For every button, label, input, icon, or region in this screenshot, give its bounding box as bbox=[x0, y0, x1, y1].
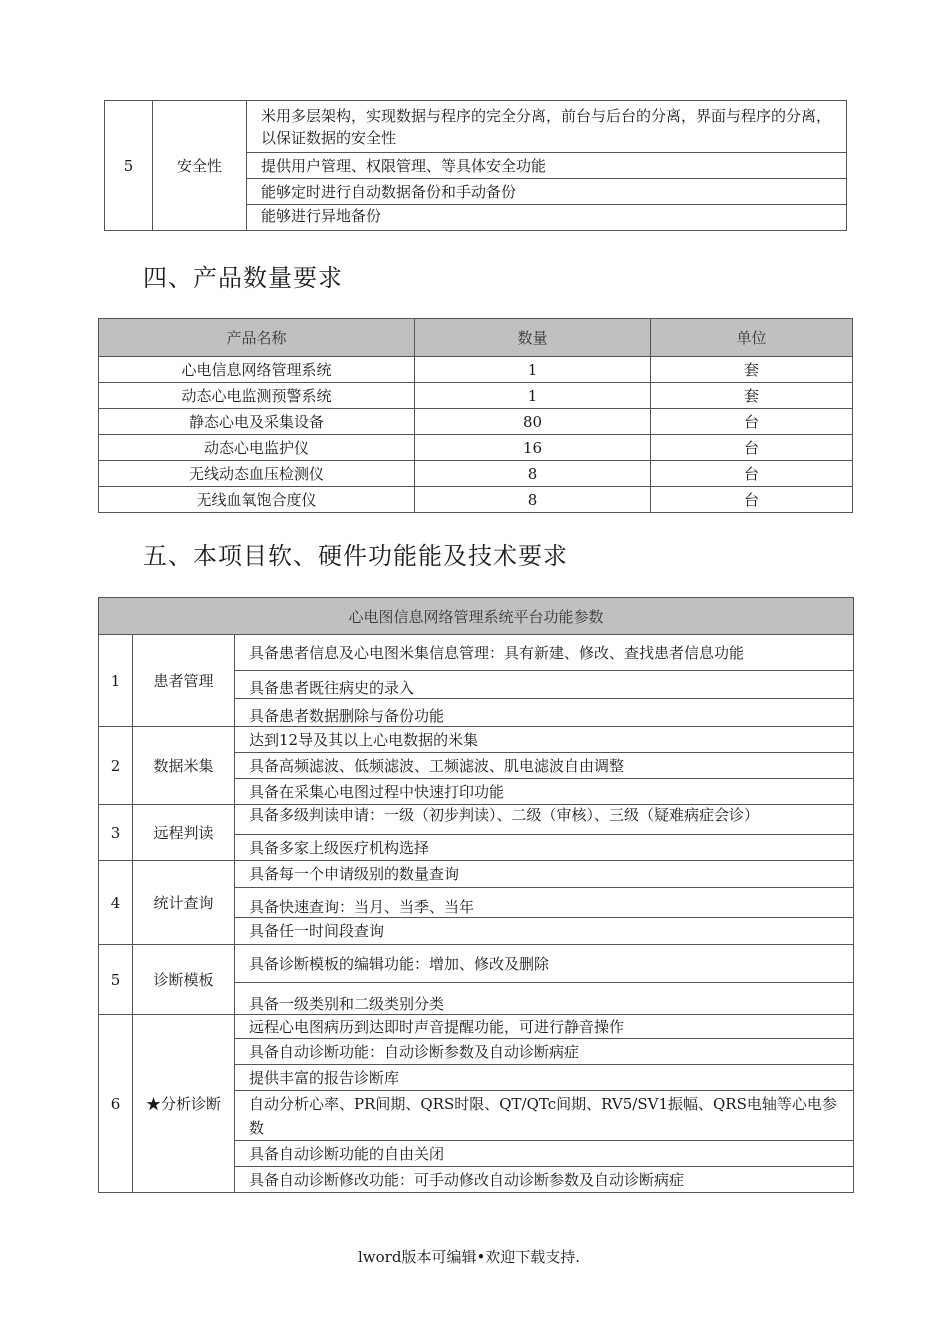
table-title: 心电图信息网络管理系统平台功能参数 bbox=[99, 598, 854, 635]
product-name: 动态心电监护仪 bbox=[99, 435, 415, 461]
group-name: 诊断模板 bbox=[133, 945, 235, 1015]
security-category: 安全性 bbox=[153, 101, 247, 231]
security-item: 米用多层架构，实现数据与程序的完全分离，前台与后台的分离，界面与程序的分离，以保证数据的安全性 bbox=[247, 101, 847, 153]
table-row bbox=[99, 357, 853, 383]
group-no: 6 bbox=[99, 1015, 133, 1193]
security-item: 能够进行异地备份 bbox=[247, 205, 847, 231]
security-item: 提供用户管理、权限管理、等具体安全功能 bbox=[247, 153, 847, 179]
group-no: 2 bbox=[99, 727, 133, 805]
security-table bbox=[104, 100, 847, 231]
group-no: 5 bbox=[99, 945, 133, 1015]
product-quantity-table bbox=[98, 318, 853, 513]
product-name: 心电信息网络管理系统 bbox=[99, 357, 415, 383]
product-quantity: 80 bbox=[415, 409, 651, 435]
product-name: 动态心电监测预警系统 bbox=[99, 383, 415, 409]
group-no: 1 bbox=[99, 635, 133, 727]
product-name: 无线血氧饱合度仪 bbox=[99, 487, 415, 513]
function-item: 具备自动诊断功能：自动诊断参数及自动诊断病症 bbox=[235, 1039, 854, 1065]
product-name: 静态心电及采集设备 bbox=[99, 409, 415, 435]
group-no: 3 bbox=[99, 805, 133, 861]
product-unit: 套 bbox=[651, 383, 853, 409]
column-header-unit: 单位 bbox=[651, 319, 853, 357]
function-parameter-table bbox=[98, 597, 854, 1193]
function-item: 具备多家上级医疗机构选择 bbox=[235, 835, 854, 861]
function-item: 具备每一个申请级别的数量查询 bbox=[235, 861, 854, 888]
table-row bbox=[99, 409, 853, 435]
column-header-quantity: 数量 bbox=[415, 319, 651, 357]
function-item: 具备任一时间段查询 bbox=[235, 918, 854, 945]
product-unit: 台 bbox=[651, 461, 853, 487]
section-heading-quantity: 四、产品数量要求 bbox=[143, 264, 343, 292]
group-no: 4 bbox=[99, 861, 133, 945]
product-quantity: 1 bbox=[415, 383, 651, 409]
function-item: 具备自动诊断功能的自由关闭 bbox=[235, 1141, 854, 1167]
group-name: ★分析诊断 bbox=[133, 1015, 235, 1193]
product-unit: 台 bbox=[651, 409, 853, 435]
function-item: 具备患者既往病史的录入 bbox=[235, 671, 854, 699]
function-item: 具备患者信息及心电图米集信息管理：具有新建、修改、查找患者信息功能 bbox=[235, 635, 854, 671]
table-row bbox=[99, 487, 853, 513]
table-row bbox=[99, 461, 853, 487]
group-name: 远程判读 bbox=[133, 805, 235, 861]
product-unit: 台 bbox=[651, 435, 853, 461]
function-item: 提供丰富的报告诊断库 bbox=[235, 1065, 854, 1091]
column-header-product-name: 产品名称 bbox=[99, 319, 415, 357]
product-quantity: 8 bbox=[415, 461, 651, 487]
group-name: 统计查询 bbox=[133, 861, 235, 945]
function-item: 远程心电图病历到达即时声音提醒功能，可进行静音操作 bbox=[235, 1015, 854, 1039]
function-item: 具备自动诊断修改功能：可手动修改自动诊断参数及自动诊断病症 bbox=[235, 1167, 854, 1193]
group-name: 数据米集 bbox=[133, 727, 235, 805]
product-unit: 台 bbox=[651, 487, 853, 513]
function-item: 具备快速查询：当月、当季、当年 bbox=[235, 888, 854, 918]
group-name: 患者管理 bbox=[133, 635, 235, 727]
footer-note: lword版本可编辑•欢迎下载支持. bbox=[358, 1248, 581, 1266]
function-item: 具备在采集心电图过程中快速打印功能 bbox=[235, 779, 854, 805]
product-quantity: 1 bbox=[415, 357, 651, 383]
table-row bbox=[99, 383, 853, 409]
function-item: 自动分析心率、PR间期、QRS时限、QT/QTc间期、RV5/SV1振幅、QRS电轴等心电参数 bbox=[235, 1091, 854, 1141]
table-row bbox=[99, 435, 853, 461]
function-item: 具备患者数据删除与备份功能 bbox=[235, 699, 854, 727]
function-item: 达到12导及其以上心电数据的米集 bbox=[235, 727, 854, 753]
product-quantity: 16 bbox=[415, 435, 651, 461]
product-unit: 套 bbox=[651, 357, 853, 383]
function-item: 具备一级类别和二级类别分类 bbox=[235, 983, 854, 1015]
function-item: 具备高频滤波、低频滤波、工频滤波、肌电滤波自由调整 bbox=[235, 753, 854, 779]
function-item: 具备诊断模板的编辑功能：增加、修改及删除 bbox=[235, 945, 854, 983]
security-item: 能够定时进行自动数据备份和手动备份 bbox=[247, 179, 847, 205]
function-item: 具备多级判读申请：一级（初步判读）、二级（审核）、三级（疑难病症会诊） bbox=[235, 805, 854, 835]
product-quantity: 8 bbox=[415, 487, 651, 513]
section-heading-requirements: 五、本项目软、硬件功能能及技术要求 bbox=[143, 542, 568, 570]
security-no: 5 bbox=[105, 101, 153, 231]
product-name: 无线动态血压检测仪 bbox=[99, 461, 415, 487]
